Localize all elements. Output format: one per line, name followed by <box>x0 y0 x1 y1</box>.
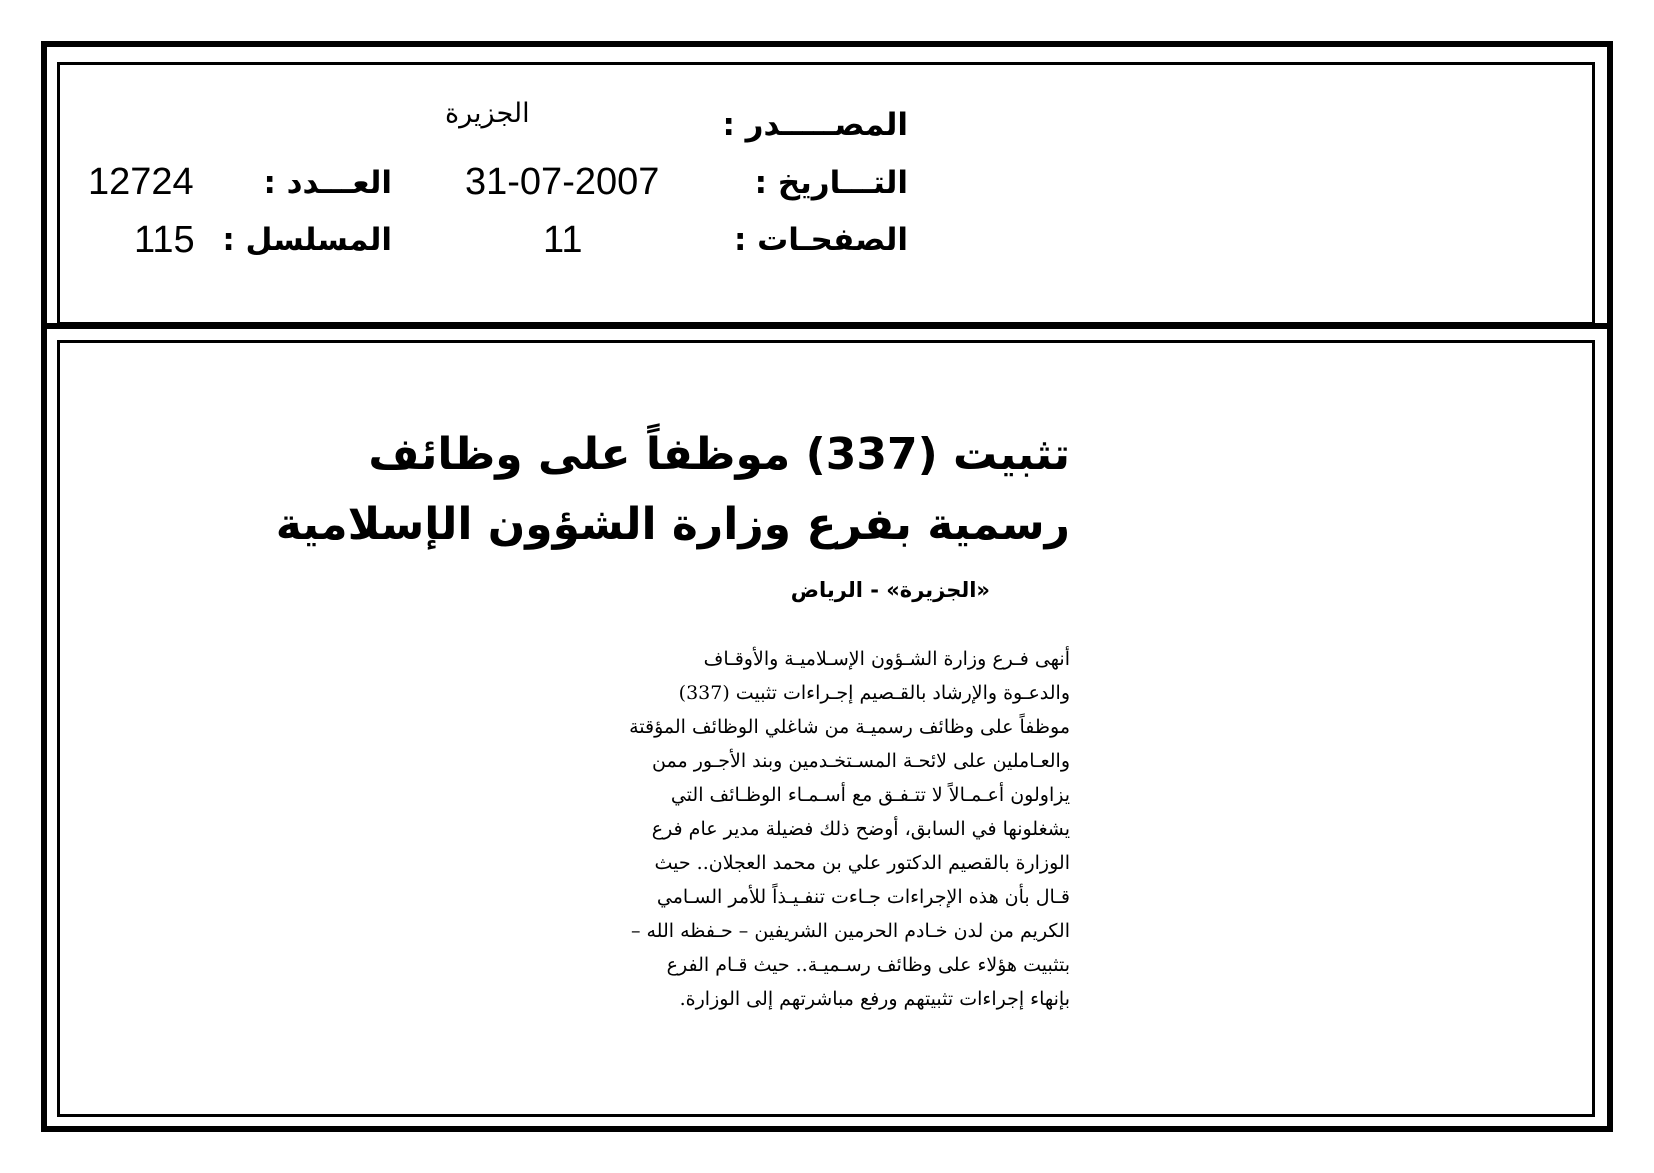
body-line: والدعـوة والإرشاد بالقـصيم إجـراءات تثبيت (337) <box>678 682 1070 704</box>
body-line: يشغلونها في السابق، أوضح ذلك فضيلة مدير عام فرع <box>651 818 1070 840</box>
serial-label: المسلسل : <box>222 222 392 258</box>
body-line: الكريم من لدن خـادم الحرمين الشريفين – حـفظه الله – <box>630 920 1070 942</box>
source-value: الجزيرة <box>445 98 530 129</box>
date-label: التـــاريخ : <box>754 165 908 201</box>
body-line: قـال بأن هذه الإجراءات جـاءت تنفـيـذاً للأمر السـامي <box>656 886 1070 908</box>
body-line: بإنهاء إجراءات تثبيتهم ورفع مباشرتهم إلى الوزارة. <box>679 988 1070 1010</box>
issue-label: العـــدد : <box>263 165 392 201</box>
headline-line-1: تثبيت (337) موظفاً على وظائف <box>368 429 1070 480</box>
pages-label: الصفحـات : <box>733 222 908 258</box>
byline: «الجزيرة» - الرياض <box>790 578 990 602</box>
body-line: أنهى فـرع وزارة الشـؤون الإسـلاميـة والأوقـاف <box>703 648 1070 670</box>
body-line: بتثبيت هؤلاء على وظائف رسـميـة.. حيث قـام الفرع <box>666 954 1070 976</box>
date-value: 31-07-2007 <box>465 161 660 203</box>
body-line: موظفاً على وظائف رسميـة من شاغلي الوظائف المؤقتة <box>629 716 1070 738</box>
body-line: والعـاملين على لائحـة المسـتخـدمين وبند الأجـور ممن <box>652 750 1070 772</box>
pages-value: 11 <box>543 219 583 261</box>
issue-value: 12724 <box>88 161 194 203</box>
article-body <box>530 642 1070 1016</box>
headline-line-2: رسمية بفرع وزارة الشؤون الإسلامية <box>275 499 1070 550</box>
divider-thin <box>57 340 1595 343</box>
divider-thick <box>47 323 1607 329</box>
serial-value: 115 <box>134 219 195 261</box>
source-label: المصـــــدر : <box>722 107 908 143</box>
article-clipping <box>275 420 1070 1016</box>
body-line: الوزارة بالقصيم الدكتور علي بن محمد العجلان.. حيث <box>654 852 1070 874</box>
body-line: يزاولون أعـمـالاً لا تتـفـق مع أسـمـاء الوظـائف التي <box>670 784 1070 806</box>
